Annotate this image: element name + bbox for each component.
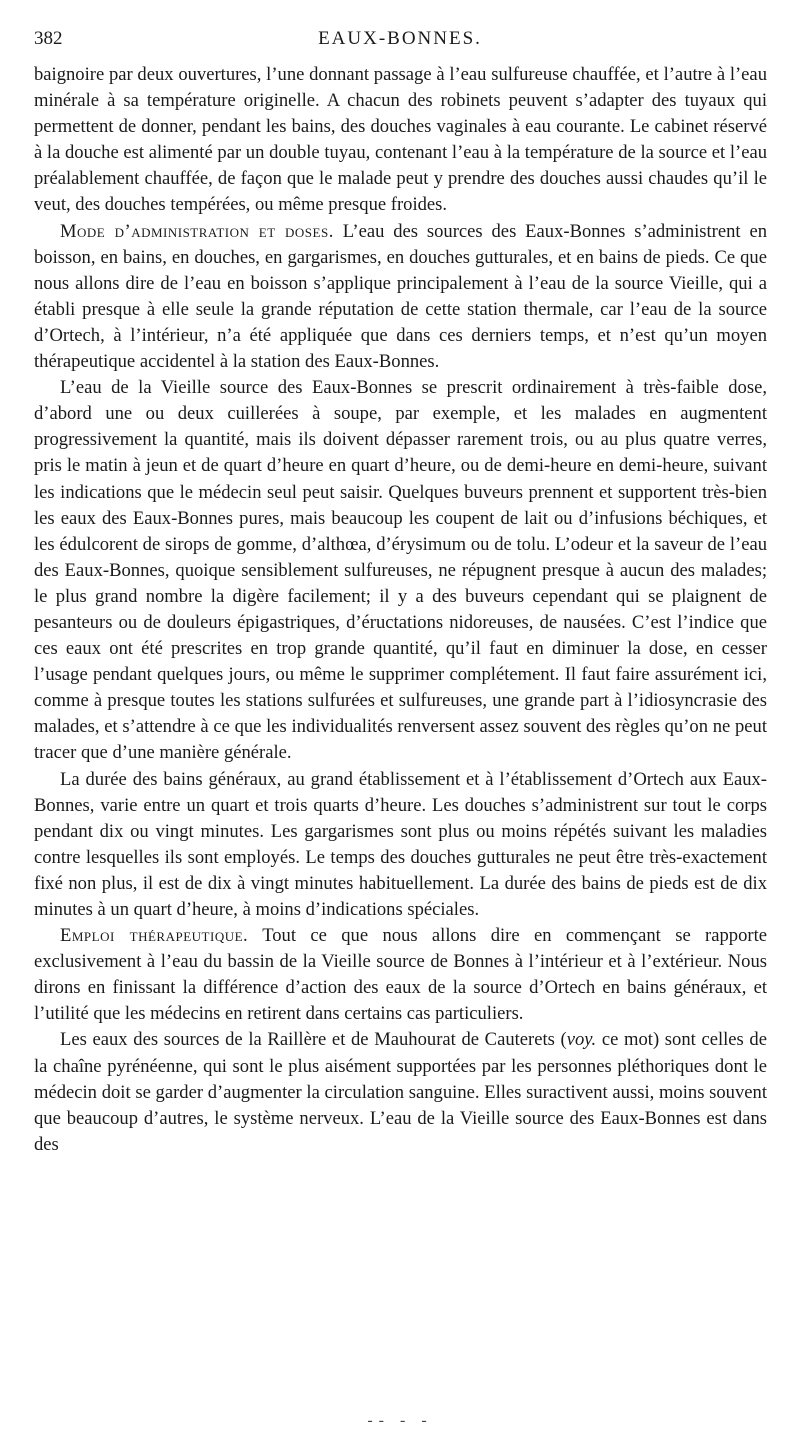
- paragraph-4: [34, 767, 767, 924]
- paragraph-text: baignoire par deux ouvertures, l’une donnant passage à l’eau sulfureuse chauffée, et l’autre à l’eau minérale à sa température originelle. A chacun des robinets peuvent s’adapter des tuyaux qui permettent de donner, pendant les bains, des douches vaginales à eau courante. Le cabinet réservé à la douche est alimenté par un double tuyau, contenant l’eau à la température de la source et l’eau préalablement chauffée, de façon que le malade peut y prendre des douches aussi chaudes qu’il le veut, des douches tempérées, ou même presque froides.: [34, 64, 767, 216]
- paragraph-text: L’eau de la Vieille source des Eaux-Bonnes se prescrit ordinairement à très-faible dose, d’abord une ou deux cuillerées à soupe, par exemple, et les malades en augmentent progressivement la quantité, mais ils doivent dépasser rarement trois, ou au plus quatre verres, pris le matin à jeun et de quart d’heure en quart d’heure, ou de demi-heure en demi-heure, suivant les indications que le médecin seul peut saisir. Quelques buveurs prennent et supportent très-bien les eaux des Eaux-Bonnes pures, mais beaucoup les coupent de lait ou d’infusions béchiques, et les édulcorent de sirops de gomme, d’althœa, d’érysimum ou de tolu. L’odeur et la saveur de l’eau des Eaux-Bonnes, quoique sensiblement sulfureuses, ne répugnent presque à aucun des malades; le plus grand nombre la digère facilement; il y a des buveurs cependant qui se plaignent de pesanteurs ou de douleurs épigastriques, d’éructations nidoreuses, de nausées. C’est l’indice que ces eaux ont été prescrites en trop grande quantité, qu’il faut en diminuer la dose, en cesser l’usage pendant quelques jours, ou même le supprimer complétement. Il faut faire assurément ici, comme à presque toutes les stations sulfurées et sulfureuses, une grande part à l’idiosyncrasie des malades, et s’attendre à ce que les individualités renversent assez souvent des règles qu’on ne peut tracer que d’une manière générale.: [34, 377, 767, 764]
- footer-marks: -- - -: [367, 1412, 433, 1429]
- paragraph-text: Les eaux des sources de la Raillère et de Mauhourat de Cauterets (: [60, 1029, 567, 1051]
- page-header: [34, 28, 766, 58]
- italic-reference: voy.: [566, 1029, 597, 1051]
- paragraph-text: L’eau des sources des Eaux-Bonnes s’administrent en boisson, en bains, en douches, en gargarismes, en douches gutturales, et en bains de pieds. Ce que nous allons dire de l’eau en boisson s’applique principalement à l’eau de la source Vieille, qui a établi presque à elle seule la grande réputation de cette station thermale, car l’eau de la source d’Ortech, à l’intérieur, n’a été appliquée que dans ces derniers temps, et n’est qu’un moyen thérapeutique accidentel à la station des Eaux-Bonnes.: [34, 220, 768, 373]
- paragraph-3: [34, 375, 767, 766]
- paragraph-2: [34, 219, 767, 376]
- paragraph-text: ce mot) sont celles de la chaîne pyrénéenne, qui sont le plus aisément supportées par les personnes pléthoriques dont le médecin doit se garder d’augmenter la circulation sanguine. Elles suractivent aussi, moins souvent que beaucoup d’autres, le système nerveux. L’eau de la Vieille source des Eaux-Bonnes est dans des: [34, 1029, 767, 1155]
- section-lead: Mode d’administration et doses.: [60, 220, 334, 242]
- paragraph-text: Tout ce que nous allons dire en commençant se rapporte exclusivement à l’eau du bassin de la Vieille source de Bonnes à l’intérieur et à l’extérieur. Nous dirons en finissant la différence d’action des eaux de la source d’Ortech en bains généraux, et l’utilité que les médecins en retirent dans certains cas particuliers.: [34, 925, 767, 1025]
- section-lead: Emploi thérapeutique.: [60, 925, 249, 947]
- page-number: 382: [34, 28, 63, 49]
- body-text: [34, 62, 767, 1158]
- running-head: EAUX-BONNES.: [318, 28, 482, 49]
- paragraph-text: La durée des bains généraux, au grand établissement et à l’établissement d’Ortech aux Eaux-Bonnes, varie entre un quart et trois quarts d’heure. Les douches s’administrent sur tout le corps pendant dix ou vingt minutes. Les gargarismes sont plus ou moins répétés suivant les maladies contre lesquelles ils sont employés. Le temps des douches gutturales ne peut être très-exactement fixé non plus, il est de dix à vingt minutes habituellement. La durée des bains de pieds est de dix minutes à un quart d’heure, à moins d’indications spéciales.: [34, 768, 767, 920]
- paragraph-1: [34, 62, 767, 219]
- paragraph-5: [34, 923, 767, 1027]
- paragraph-6: [34, 1027, 767, 1157]
